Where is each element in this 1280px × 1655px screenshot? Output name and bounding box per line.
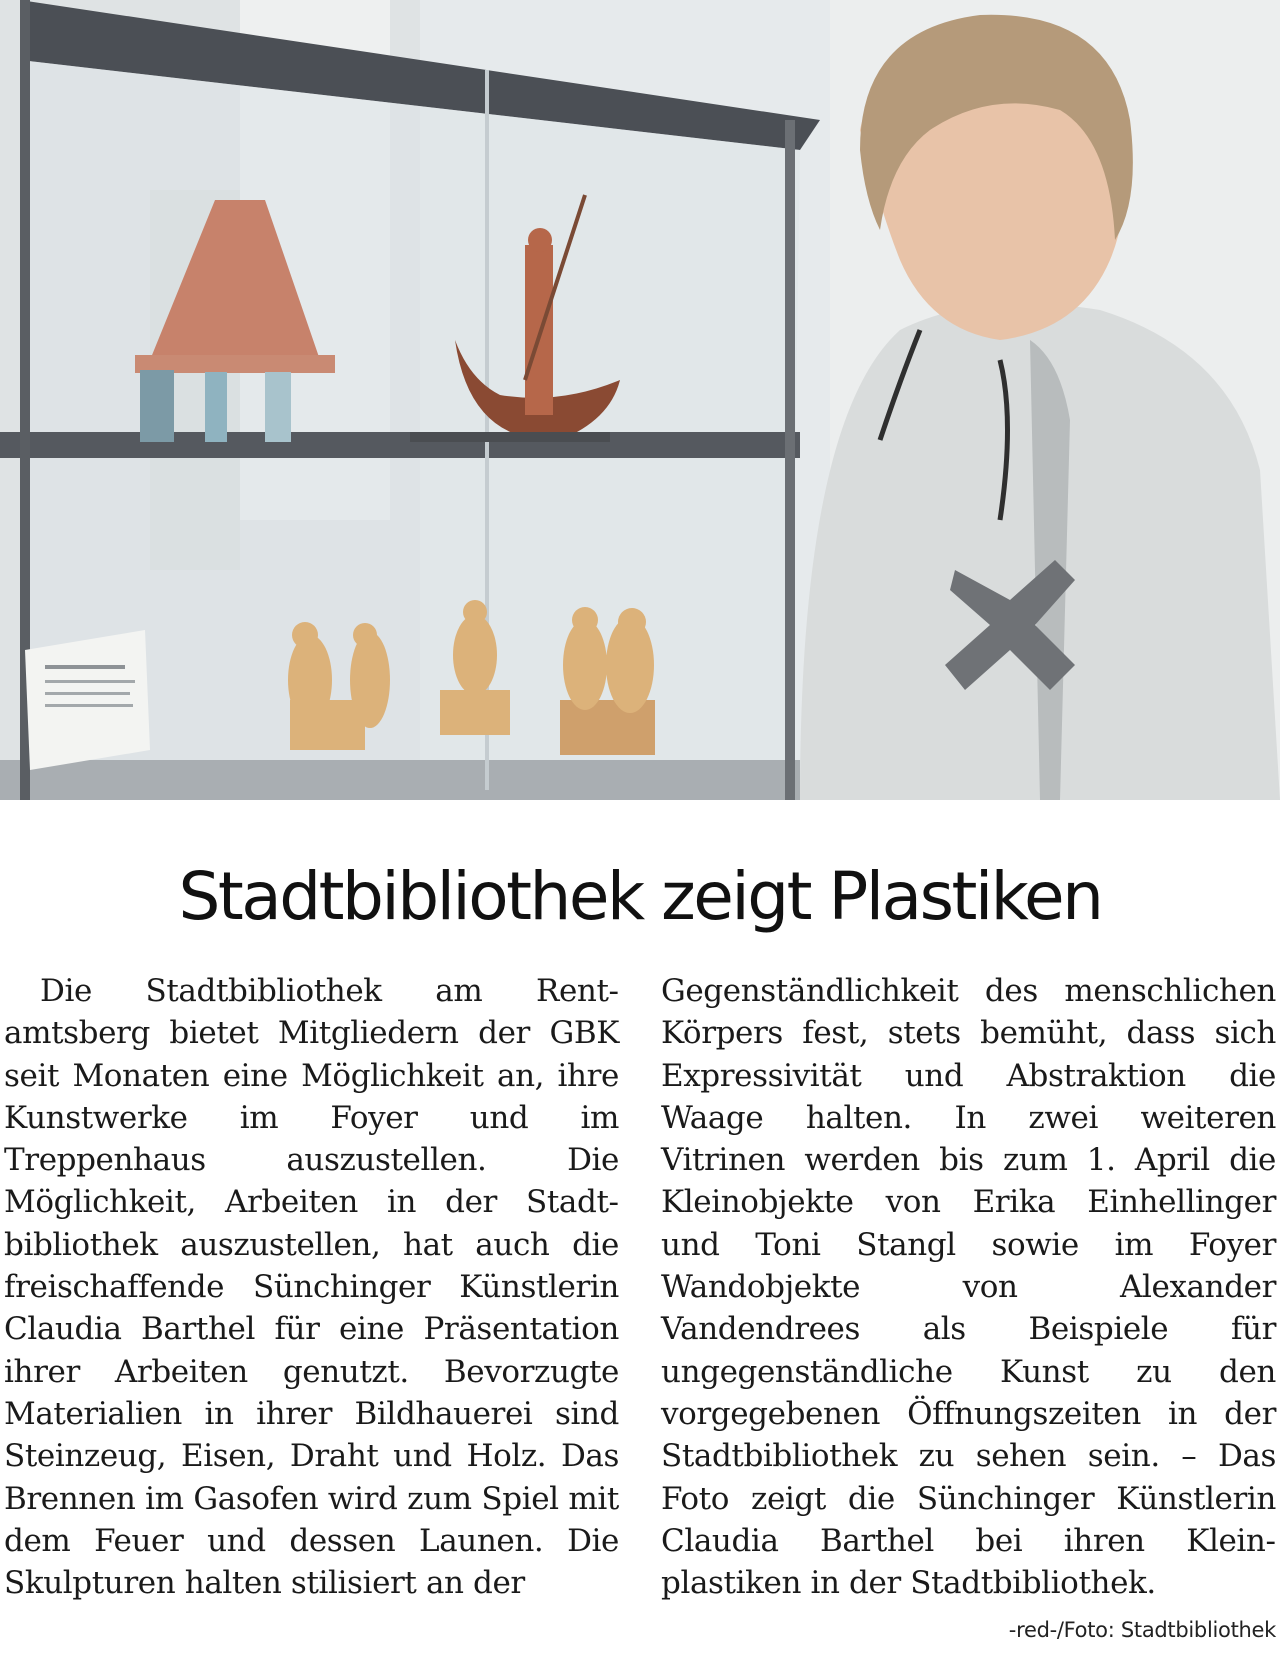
article-column-left — [4, 970, 619, 1604]
article-column-right — [661, 970, 1276, 1604]
article-headline: Stadtbibliothek zeigt Plastiken — [178, 858, 1102, 935]
article-photo — [0, 0, 1280, 800]
photo-illustration — [0, 0, 1280, 800]
article-paragraph-left: Die Stadtbibliothek am Rentamtsberg bietet Mitgliedern der GBK seit Monaten eine Möglichkeit an, ihre Kunstwerke im Foyer und im Treppenhaus auszustellen. Die Möglichkeit, Arbeiten in der Stadtbibliothek auszustellen, hat auch die freischaffende Sünchinger Künstlerin Claudia Barthel für eine Präsentation ihrer Arbeiten genutzt. Bevorzugte Materialien in ihrer Bildhauerei sind Steinzeug, Eisen, Draht und Holz. Das Brennen im Gasofen wird zum Spiel mit dem Feuer und dessen Launen. Die Skulpturen halten stilisiert an der — [4, 973, 619, 1602]
photo-credit: -red-/Foto: Stadtbibliothek — [1008, 1618, 1276, 1642]
article-body — [4, 970, 1276, 1604]
article-paragraph-right: Gegenständlichkeit des menschlichen Körpers fest, stets bemüht, dass sich Expressivität und Abstraktion die Waage halten. In zwei weiteren Vitrinen werden bis zum 1. April die Kleinobjekte von Erika Einhellinger und Toni Stangl sowie im Foyer Wandobjekte von Alexander Vandendrees als Beispiele für ungegenständliche Kunst zu den vorgegebenen Öffnungszeiten in der Stadtbibliothek zu sehen sein. – Das Foto zeigt die Sünchinger Künstlerin Claudia Barthel bei ihren Kleinplastiken in der Stadtbibliothek. — [661, 973, 1276, 1602]
